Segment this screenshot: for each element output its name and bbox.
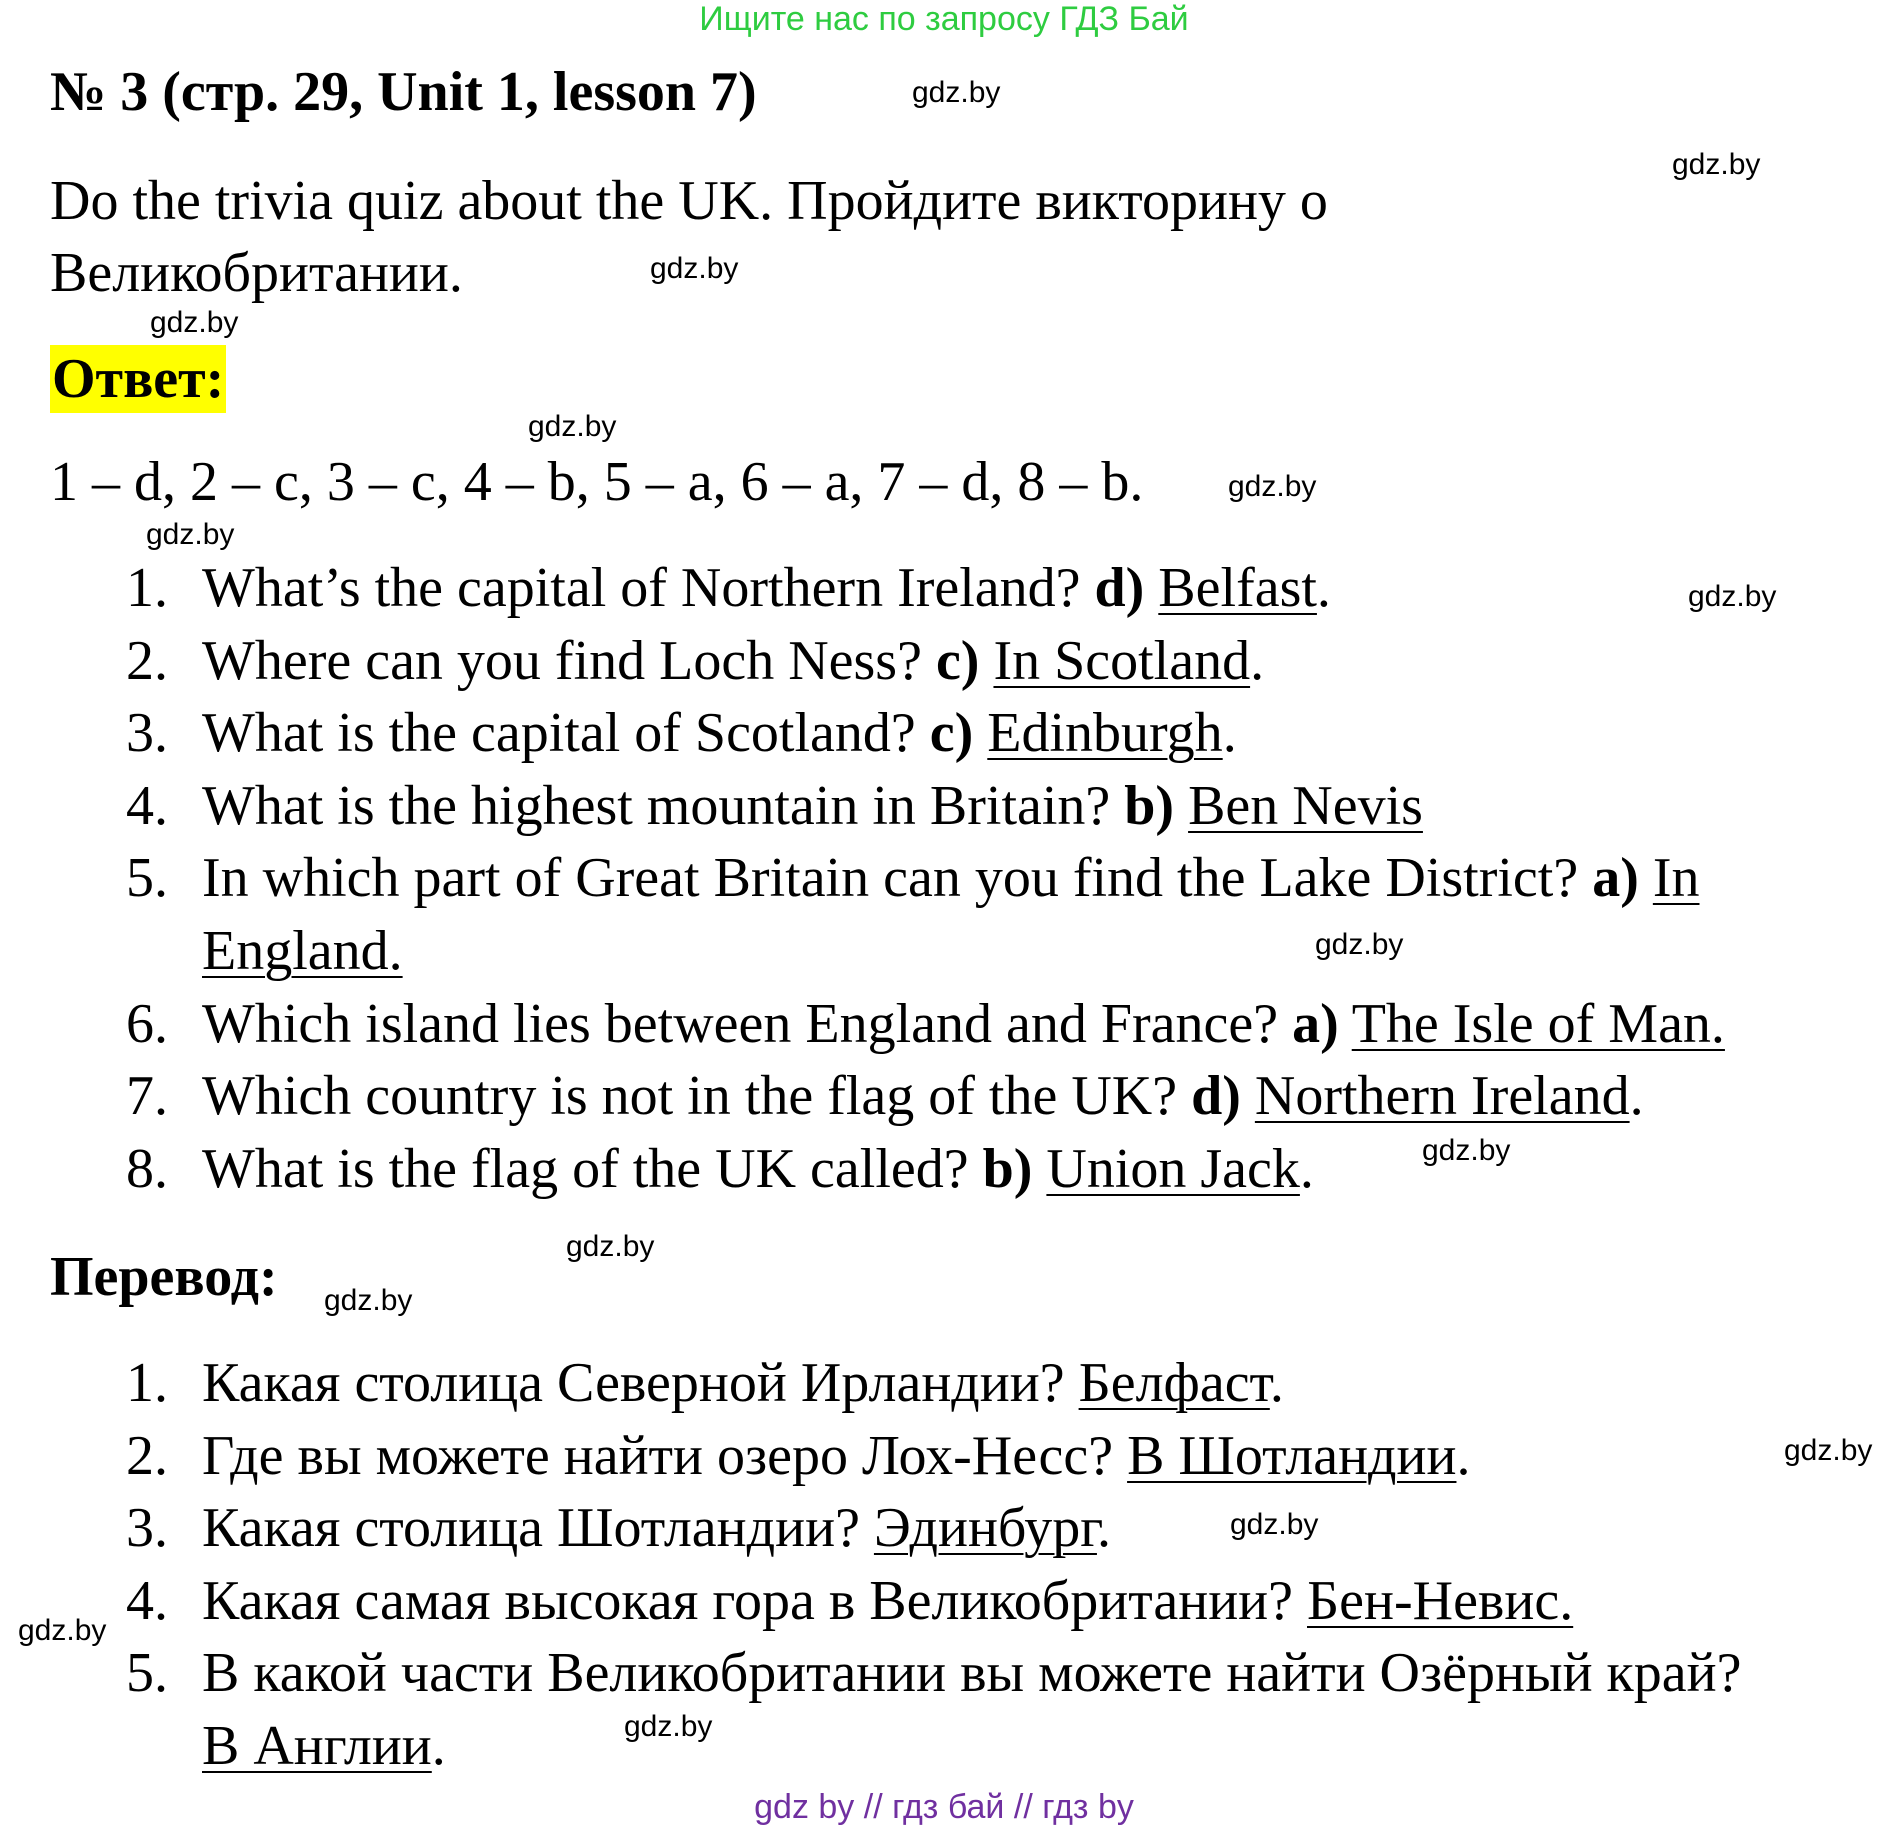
item-number: 5. [126, 1642, 168, 1705]
watermark: gdz.by [624, 1710, 713, 1743]
translation-list [0, 1347, 1782, 1783]
watermark: gdz.by [912, 76, 1001, 109]
quiz-item: 7. Which country is not in the flag of the UK? d) Northern Ireland. [0, 1060, 1782, 1133]
item-number: 4. [126, 774, 168, 837]
item-number: 4. [126, 1569, 168, 1632]
answer-letter: b) [1124, 774, 1175, 837]
item-number: 6. [126, 992, 168, 1055]
quiz-question: In which part of Great Britain can you find the Lake District? [202, 847, 1579, 910]
quiz-item [0, 842, 1782, 987]
translation-question: Какая столица Шотландии? [202, 1497, 860, 1560]
quiz-question: Which island lies between England and France? [202, 992, 1279, 1055]
quiz-item [0, 988, 1782, 1061]
translation-item: 2. Где вы можете найти озеро Лох-Несс? В Шотландии. [0, 1420, 1782, 1493]
translation-heading: Перевод: [50, 1246, 278, 1308]
translation-item: 3. Какая столица Шотландии? Эдинбург. [0, 1492, 1782, 1565]
translation-item: 1. Какая столица Северной Ирландии? Белфаст. [0, 1347, 1782, 1420]
watermark: gdz.by [1228, 470, 1317, 503]
watermark: gdz.by [528, 410, 617, 443]
watermark: gdz.by [1315, 928, 1404, 961]
quiz-question: Which country is not in the flag of the UK? [202, 1065, 1178, 1128]
translation-item: 5. В какой части Великобритании вы можете найти Озёрный край? В Англии. [0, 1637, 1782, 1782]
quiz-question: What is the capital of Scotland? [202, 702, 916, 765]
translation-answer: В Англии [202, 1714, 432, 1777]
quiz-question: What is the highest mountain in Britain? [202, 774, 1111, 837]
quiz-item: 1. What’s the capital of Northern Ireland? d) Belfast. [0, 552, 1782, 625]
quiz-answer: Belfast [1158, 557, 1317, 619]
quiz-answer: Edinburgh [987, 702, 1223, 765]
watermark: gdz.by [1230, 1508, 1319, 1541]
quiz-list [0, 552, 1782, 1205]
translation-answer: Белфаст [1078, 1352, 1270, 1414]
watermark: gdz.by [1688, 580, 1777, 613]
translation-question: Какая самая высокая гора в Великобритании? [202, 1569, 1293, 1632]
watermark: gdz.by [1422, 1134, 1511, 1167]
watermark: gdz.by [1672, 148, 1761, 181]
quiz-question: What is the flag of the UK called? [202, 1137, 969, 1200]
quiz-answer: Ben Nevis [1188, 774, 1423, 837]
item-number: 2. [126, 629, 168, 692]
footer-watermark: gdz by // гдз бай // гдз by [754, 1788, 1134, 1826]
quiz-item: 2. Where can you find Loch Ness? c) In Scotland. [0, 625, 1782, 698]
answer-letter: a) [1292, 992, 1339, 1055]
translation-question: Где вы можете найти озеро Лох-Несс? [202, 1424, 1114, 1487]
quiz-question: What’s the capital of Northern Ireland? [202, 557, 1081, 619]
quiz-answer: In Scotland [993, 629, 1251, 692]
item-number: 7. [126, 1065, 168, 1128]
quiz-question: Where can you find Loch Ness? [202, 629, 922, 692]
item-number: 5. [126, 847, 168, 910]
search-banner: Ищите нас по запросу ГДЗ Бай [699, 0, 1189, 38]
task-instruction: Do the trivia quiz about the UK. Пройдите викторину о Великобритании. [50, 170, 1328, 304]
watermark: gdz.by [324, 1284, 413, 1317]
translation-answer: В Шотландии [1127, 1424, 1457, 1487]
answer-letter: a) [1592, 847, 1639, 910]
item-number: 3. [126, 702, 168, 765]
item-number: 2. [126, 1424, 168, 1487]
translation-answer: Бен-Невис. [1307, 1569, 1574, 1632]
watermark: gdz.by [650, 252, 739, 285]
answer-letter: c) [935, 629, 980, 692]
quiz-item: 8. What is the flag of the UK called? b) Union Jack. [0, 1133, 1782, 1206]
answer-letter: d) [1191, 1065, 1241, 1128]
answer-letter: d) [1094, 557, 1145, 619]
watermark: gdz.by [150, 306, 239, 339]
translation-answer: Эдинбург [873, 1497, 1097, 1560]
watermark: gdz.by [1784, 1434, 1873, 1467]
item-number: 1. [126, 1352, 168, 1414]
item-number: 1. [126, 557, 168, 619]
quiz-answer: The Isle of Man. [1351, 992, 1725, 1055]
watermark: gdz.by [146, 518, 235, 551]
answer-letter: c) [929, 702, 974, 765]
translation-question: Какая столица Северной Ирландии? [202, 1352, 1065, 1414]
translation-question: В какой части Великобритании вы можете найти Озёрный край? [202, 1642, 1742, 1705]
quiz-answer: Northern Ireland [1254, 1065, 1630, 1128]
item-number: 3. [126, 1497, 168, 1560]
quiz-item [0, 770, 1782, 843]
quiz-answer: Union Jack [1046, 1137, 1300, 1200]
answer-letter: b) [982, 1137, 1033, 1200]
watermark: gdz.by [18, 1614, 107, 1647]
quiz-item: 3. What is the capital of Scotland? c) Edinburgh. [0, 697, 1782, 770]
translation-item [0, 1565, 1782, 1638]
watermark: gdz.by [566, 1230, 655, 1263]
item-number: 8. [126, 1137, 168, 1200]
answer-key: 1 – d, 2 – c, 3 – c, 4 – b, 5 – a, 6 – a, 7 – d, 8 – b. [50, 451, 1144, 513]
answer-label: Ответ: [50, 345, 226, 413]
exercise-title: № 3 (стр. 29, Unit 1, lesson 7) [50, 61, 757, 123]
quiz-answer: In England. [202, 847, 1700, 982]
